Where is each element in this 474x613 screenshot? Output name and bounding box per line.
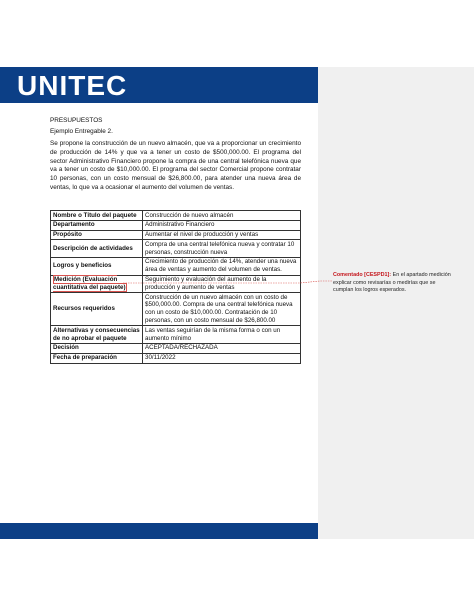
comments-pane	[318, 67, 474, 539]
doc-paragraph: Se propone la construcción de un nuevo almacén, que va a proporcionar un crecimiento de producción de 14% y que va a tener un costo de $500,000.00. El programa del sector Administrativo Financiero propone la compra de una central telefónica nueva que va a tener un costo de $10,000.00. El programa del sector Comercial propone contratar 10 personas, con un costo mensual de $26,800.00, para atender una nueva área de ventas, lo que va a ocasionar el aumento del volumen de ventas.	[50, 140, 301, 191]
comment-text: En el apartado medición explicar como revisarías o medirías que se cumplan los logros esperados.	[333, 272, 451, 293]
table-row	[51, 326, 301, 344]
row-label: Logros y beneficios	[51, 257, 143, 275]
table-row	[51, 293, 301, 326]
doc-heading: PRESUPUESTOS	[50, 117, 103, 124]
row-value: Administrativo Financiero	[143, 220, 301, 230]
footer-banner	[0, 523, 318, 539]
table-row	[51, 240, 301, 258]
review-comment[interactable]	[332, 272, 451, 295]
row-label: Alternativas y consecuencias de no aprobar el paquete	[51, 326, 143, 344]
table-row	[51, 230, 301, 240]
row-label-commented[interactable]	[51, 275, 143, 293]
comment-anchor[interactable]: Medición (Evaluación cuantitativa del paquete)	[53, 276, 126, 291]
row-label: Departamento	[51, 220, 143, 230]
row-value: 30/11/2022	[143, 353, 301, 363]
row-value: Crecimiento de producción de 14%, atender una nueva área de ventas y aumento del volumen de ventas.	[143, 257, 301, 275]
doc-example-label: Ejemplo Entregable 2.	[50, 128, 113, 135]
table-row	[51, 353, 301, 363]
row-label: Nombre o Título del paquete	[51, 211, 143, 221]
table-row	[51, 343, 301, 353]
unitec-logo: UNITEC	[17, 70, 128, 101]
table-row	[51, 220, 301, 230]
row-label: Recursos requeridos	[51, 293, 143, 326]
row-value: Construcción de nuevo almacén	[143, 211, 301, 221]
row-label: Fecha de preparación	[51, 353, 143, 363]
row-label: Descripción de actividades	[51, 240, 143, 258]
package-table	[50, 210, 301, 364]
row-value: Compra de una central telefónica nueva y contratar 10 personas, construcción nueva	[143, 240, 301, 258]
row-label: Decisión	[51, 343, 143, 353]
table-row	[51, 275, 301, 293]
row-value: Las ventas seguirían de la misma forma o con un aumento mínimo	[143, 326, 301, 344]
row-value: Aumentar el nivel de producción y ventas	[143, 230, 301, 240]
row-label: Propósito	[51, 230, 143, 240]
row-value: ACEPTADA/RECHAZADA	[143, 343, 301, 353]
row-value: Seguimiento y evaluación del aumento de la producción y aumento de ventas	[143, 275, 301, 293]
row-value: Construcción de un nuevo almacén con un costo de $500,000.00. Compra de una central telefónica nueva con un costo de $10,000.00. Contratación de 10 personas, con un costo mensual de $26,800.00	[143, 293, 301, 326]
comment-author: Comentado [CESPD1]:	[333, 272, 392, 278]
table-row	[51, 257, 301, 275]
table-row	[51, 211, 301, 221]
